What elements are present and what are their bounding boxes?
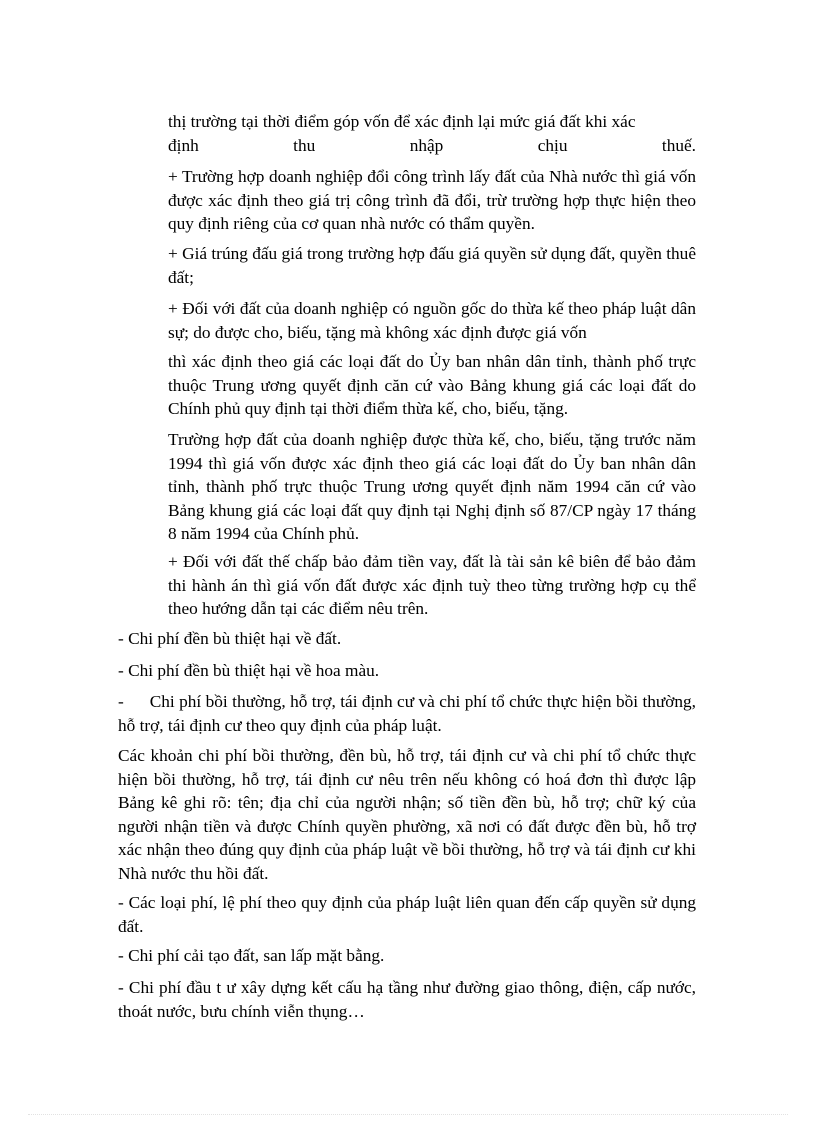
paragraph-before-1994: Trường hợp đất của doanh nghiệp được thừa kế, cho, biếu, tặng trước năm 1994 thì giá vốn được xác định theo giá các loại đất do Ủy ban nhân dân tỉnh, thành phố trực thuộc Trung ương quyết định năm 1994 căn cứ vào Bảng khung giá các loại đất quy định tại Nghị định số 87/CP ngày 17 tháng 8 năm 1994 của Chính phủ. (168, 430, 696, 543)
list-item-resettlement-text: Chi phí bồi thường, hỗ trợ, tái định cư và chi phí tổ chức thực hiện bồi thường, hỗ trợ, tái định cư theo quy định của pháp luật. (118, 692, 696, 735)
paragraph-construction-exchange: + Trường hợp doanh nghiệp đổi công trình lấy đất của Nhà nước thì giá vốn được xác định theo giá trị công trình đã đổi, trừ trường hợp thực hiện theo quy định riêng của cơ quan nhà nước có thẩm quyền. (168, 167, 696, 233)
paragraph-auction-price: + Giá trúng đấu giá trong trường hợp đấu giá quyền sử dụng đất, quyền thuê đất; (168, 244, 696, 287)
list-item-resettlement-costs (118, 690, 696, 737)
paragraph-mortgaged-land: + Đối với đất thế chấp bảo đảm tiền vay, đất là tài sản kê biên để bảo đảm thi hành án thì giá vốn đất được xác định tuỳ theo từng trường hợp cụ thể theo hướng dẫn tại các điểm nêu trên. (168, 552, 696, 618)
page-bottom-divider (28, 1114, 788, 1115)
paragraph-compensation-invoice: Các khoản chi phí bồi thường, đền bù, hỗ trợ, tái định cư và chi phí tổ chức thực hiện bồi thường, hỗ trợ, tái định cư nêu trên nếu không có hoá đơn thì được lập Bảng kê ghi rõ: tên; địa chỉ của người nhận; số tiền đền bù, hỗ trợ; chữ ký của người nhận tiền và được Chính quyền phường, xã nơi có đất được đền bù, hỗ trợ xác nhận theo đúng quy định của pháp luật về bồi thường, hỗ trợ và tái định cư khi Nhà nước thu hồi đất. (118, 746, 696, 883)
list-item-land-compensation: - Chi phí đền bù thiệt hại về đất. (118, 629, 342, 648)
list-item-land-improvement: - Chi phí cải tạo đất, san lấp mặt bằng. (118, 946, 385, 965)
list-item-crop-compensation: - Chi phí đền bù thiệt hại về hoa màu. (118, 661, 380, 680)
paragraph-continuation-line1: thị trường tại thời điểm góp vốn để xác định lại mức giá đất khi xác (168, 112, 636, 131)
list-item-infrastructure: - Chi phí đầu t ư xây dựng kết cấu hạ tầng như đường giao thông, điện, cấp nước, thoát nước, bưu chính viễn thụng… (118, 978, 696, 1021)
paragraph-provincial-price: thì xác định theo giá các loại đất do Ủy ban nhân dân tỉnh, thành phố trực thuộc Trung ương quyết định căn cứ vào Bảng khung giá các loại đất do Chính phủ quy định tại thời điểm thừa kế, cho, biếu, tặng. (168, 352, 696, 418)
paragraph-inheritance-origin: + Đối với đất của doanh nghiệp có nguồn gốc do thừa kế theo pháp luật dân sự; do được cho, biếu, tặng mà không xác định được giá vốn (168, 299, 696, 342)
paragraph-continuation-line2: định thu nhập chịu thuế. (168, 136, 696, 155)
list-dash: - (118, 692, 124, 711)
list-item-fees: - Các loại phí, lệ phí theo quy định của pháp luật liên quan đến cấp quyền sử dụng đất. (118, 893, 696, 936)
